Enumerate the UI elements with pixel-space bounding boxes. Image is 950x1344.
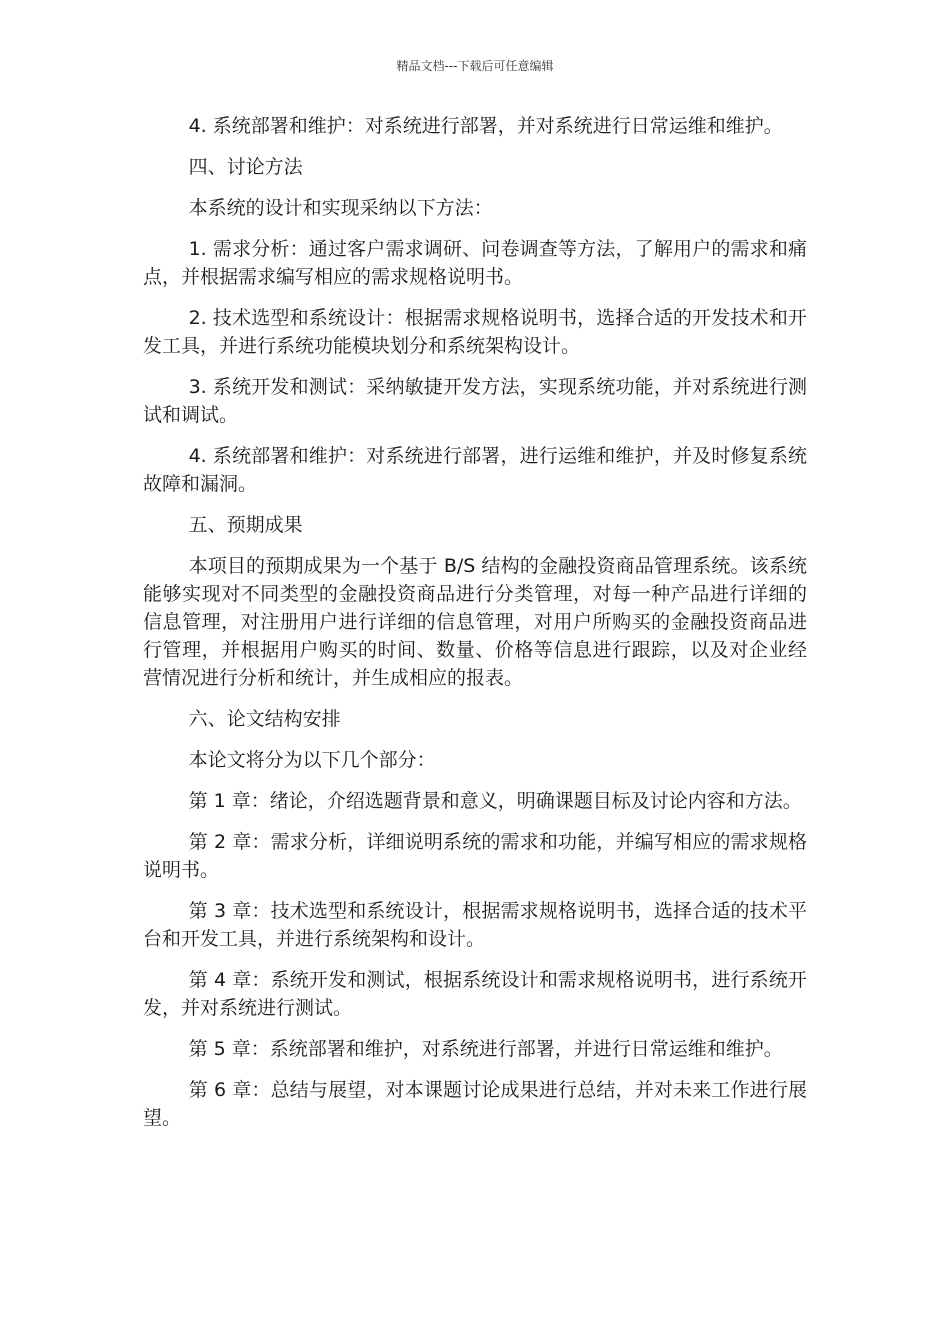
paragraph-method-4: 4. 系统部署和维护：对系统进行部署，进行运维和维护，并及时修复系统故障和漏洞。 bbox=[143, 445, 807, 495]
paragraph-chapter-2: 第 2 章：需求分析，详细说明系统的需求和功能，并编写相应的需求规格说明书。 bbox=[143, 831, 807, 881]
heading-methods: 四、讨论方法 bbox=[188, 156, 303, 178]
paragraph-chapter-4: 第 4 章：系统开发和测试，根据系统设计和需求规格说明书，进行系统开发，并对系统进行测试。 bbox=[143, 969, 807, 1019]
paragraph-deploy-1: 4. 系统部署和维护：对系统进行部署，并对系统进行日常运维和维护。 bbox=[188, 115, 783, 137]
paragraph-chapter-1: 第 1 章：绪论，介绍选题背景和意义，明确课题目标及讨论内容和方法。 bbox=[188, 790, 802, 812]
heading-structure: 六、论文结构安排 bbox=[188, 708, 341, 730]
paragraph-chapter-3: 第 3 章：技术选型和系统设计，根据需求规格说明书，选择合适的技术平台和开发工具，并进行系统架构和设计。 bbox=[143, 900, 807, 950]
paragraph-method-3: 3. 系统开发和测试：采纳敏捷开发方法，实现系统功能，并对系统进行测试和调试。 bbox=[143, 376, 807, 426]
paragraph-chapter-5: 第 5 章：系统部署和维护，对系统进行部署，并进行日常运维和维护。 bbox=[188, 1038, 783, 1060]
paragraph-method-1: 1. 需求分析：通过客户需求调研、问卷调查等方法，了解用户的需求和痛点，并根据需求编写相应的需求规格说明书。 bbox=[143, 238, 807, 288]
paragraph-method-2: 2. 技术选型和系统设计：根据需求规格说明书，选择合适的开发技术和开发工具，并进行系统功能模块划分和系统架构设计。 bbox=[143, 307, 807, 357]
paragraph-methods-intro: 本系统的设计和实现采纳以下方法： bbox=[188, 197, 493, 219]
paragraph-structure-intro: 本论文将分为以下几个部分： bbox=[188, 749, 436, 771]
paragraph-chapter-6: 第 6 章：总结与展望，对本课题讨论成果进行总结，并对未来工作进行展望。 bbox=[143, 1079, 807, 1129]
page-header: 精品文档---下载后可任意编辑 bbox=[396, 59, 554, 73]
paragraph-expected-results: 本项目的预期成果为一个基于 B/S 结构的金融投资商品管理系统。该系统能够实现对不同类型的金融投资商品进行分类管理，对每一种产品进行详细的信息管理，对注册用户进行详细的信息管理，对用户所购买的金融投资商品进行管理，并根据用户购买的时间、数量、价格等信息进行跟踪，以及对企业经营情况进行分析和统计，并生成相应的报表。 bbox=[143, 555, 807, 689]
document-body bbox=[143, 112, 807, 1145]
heading-expected-results: 五、预期成果 bbox=[188, 514, 303, 536]
